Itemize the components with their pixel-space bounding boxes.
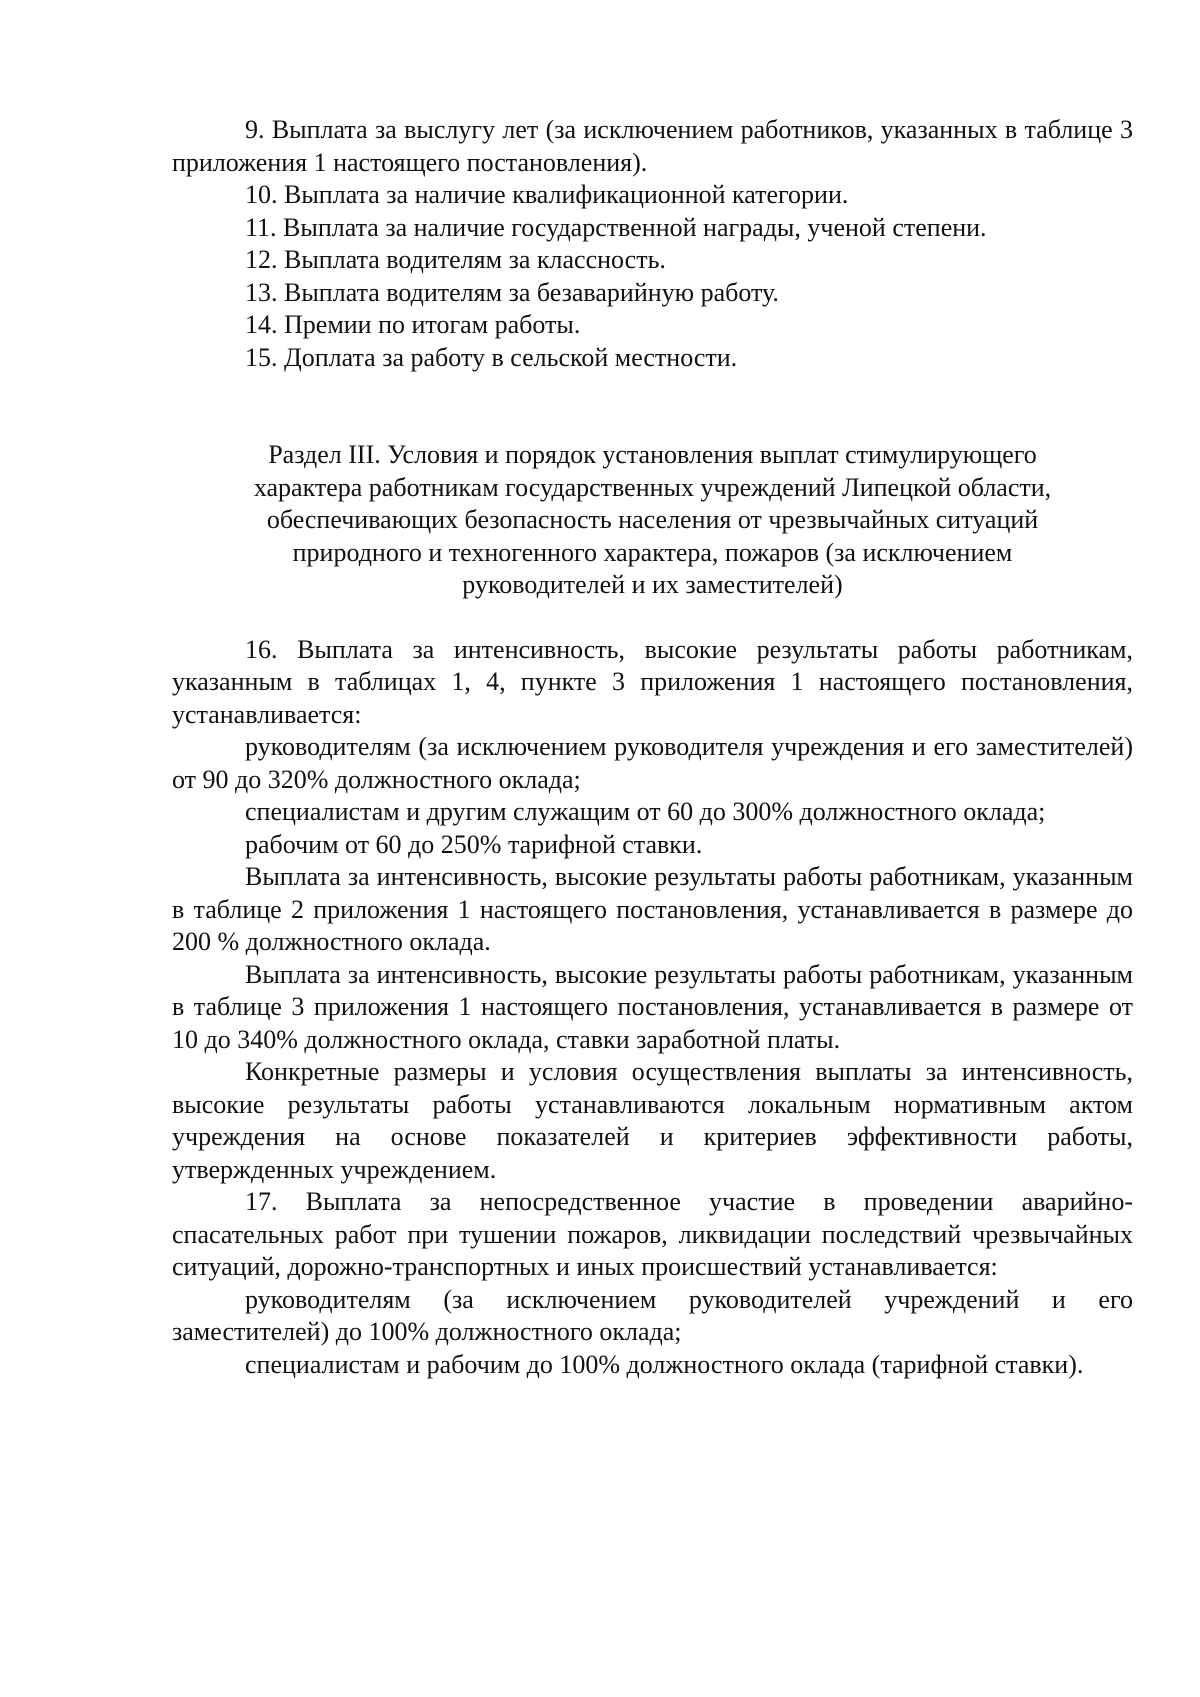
- section-heading-line: обеспечивающих безопасность населения от чрезвычайных ситуаций: [266, 505, 1039, 534]
- paragraph-16-managers: руководителям (за исключением руководителя учреждения и его заместителей) от 90 до 320% должностного оклада;: [172, 732, 1133, 794]
- paragraph-16-workers: рабочим от 60 до 250% тарифной ставки.: [245, 829, 703, 859]
- section-heading-line: природного и техногенного характера, пожаров (за исключением: [292, 537, 1013, 567]
- list-item-10: 10. Выплата за наличие квалификационной категории.: [245, 180, 849, 209]
- document-body: [172, 114, 1133, 1381]
- list-item-14: 14. Премии по итогам работы.: [245, 310, 581, 339]
- paragraph-16-specialists: специалистам и другим служащим от 60 до 300% должностного оклада;: [245, 797, 1046, 826]
- list-item-13: 13. Выплата водителям за безаварийную работу.: [245, 277, 779, 307]
- spacer: [172, 374, 1133, 439]
- list-item-15: 15. Доплата за работу в сельской местности.: [245, 342, 738, 372]
- paragraph-16-local-act: Конкретные размеры и условия осуществления выплаты за интенсивность, высокие результаты работы устанавливаются локальным нормативным актом учреждения на основе показателей и критериев эффективности работы, утвержденных учреждением.: [172, 1057, 1133, 1184]
- list-item-12: 12. Выплата водителям за классность.: [245, 245, 666, 274]
- section-heading-line: руководителей и их заместителей): [462, 570, 843, 599]
- paragraph-17-managers: руководителям (за исключением руководителей учреждений и его заместителей) до 100% должностного оклада;: [172, 1284, 1133, 1346]
- section-heading: [172, 439, 1133, 602]
- list-item-11: 11. Выплата за наличие государственной награды, ученой степени.: [245, 212, 987, 242]
- paragraph-17: 17. Выплата за непосредственное участие в проведении аварийно-спасательных работ при тушении пожаров, ликвидации последствий чрезвычайных ситуаций, дорожно-транспортных и иных происшествий устанавливается:: [172, 1187, 1133, 1281]
- list-item-9: 9. Выплата за выслугу лет (за исключением работников, указанных в таблице 3 приложения 1 настоящего постановления).: [172, 115, 1133, 177]
- paragraph-16: 16. Выплата за интенсивность, высокие результаты работы работникам, указанным в таблицах 1, 4, пункте 3 приложения 1 настоящего постановления, устанавливается:: [172, 634, 1133, 729]
- spacer: [172, 602, 1133, 634]
- section-heading-line: Раздел III. Условия и порядок установления выплат стимулирующего: [268, 440, 1037, 469]
- paragraph-16-table-3: Выплата за интенсивность, высокие результаты работы работникам, указанным в таблице 3 приложения 1 настоящего постановления, устанавливается в размере от 10 до 340% должностного оклада, ставки заработной платы.: [172, 959, 1133, 1054]
- paragraph-16-table-2: Выплата за интенсивность, высокие результаты работы работникам, указанным в таблице 2 приложения 1 настоящего постановления, устанавливается в размере до 200 % должностного оклада.: [172, 862, 1133, 956]
- paragraph-17-specialists: специалистам и рабочим до 100% должностного оклада (тарифной ставки).: [245, 1349, 1084, 1379]
- section-heading-line: характера работникам государственных учреждений Липецкой области,: [253, 472, 1052, 502]
